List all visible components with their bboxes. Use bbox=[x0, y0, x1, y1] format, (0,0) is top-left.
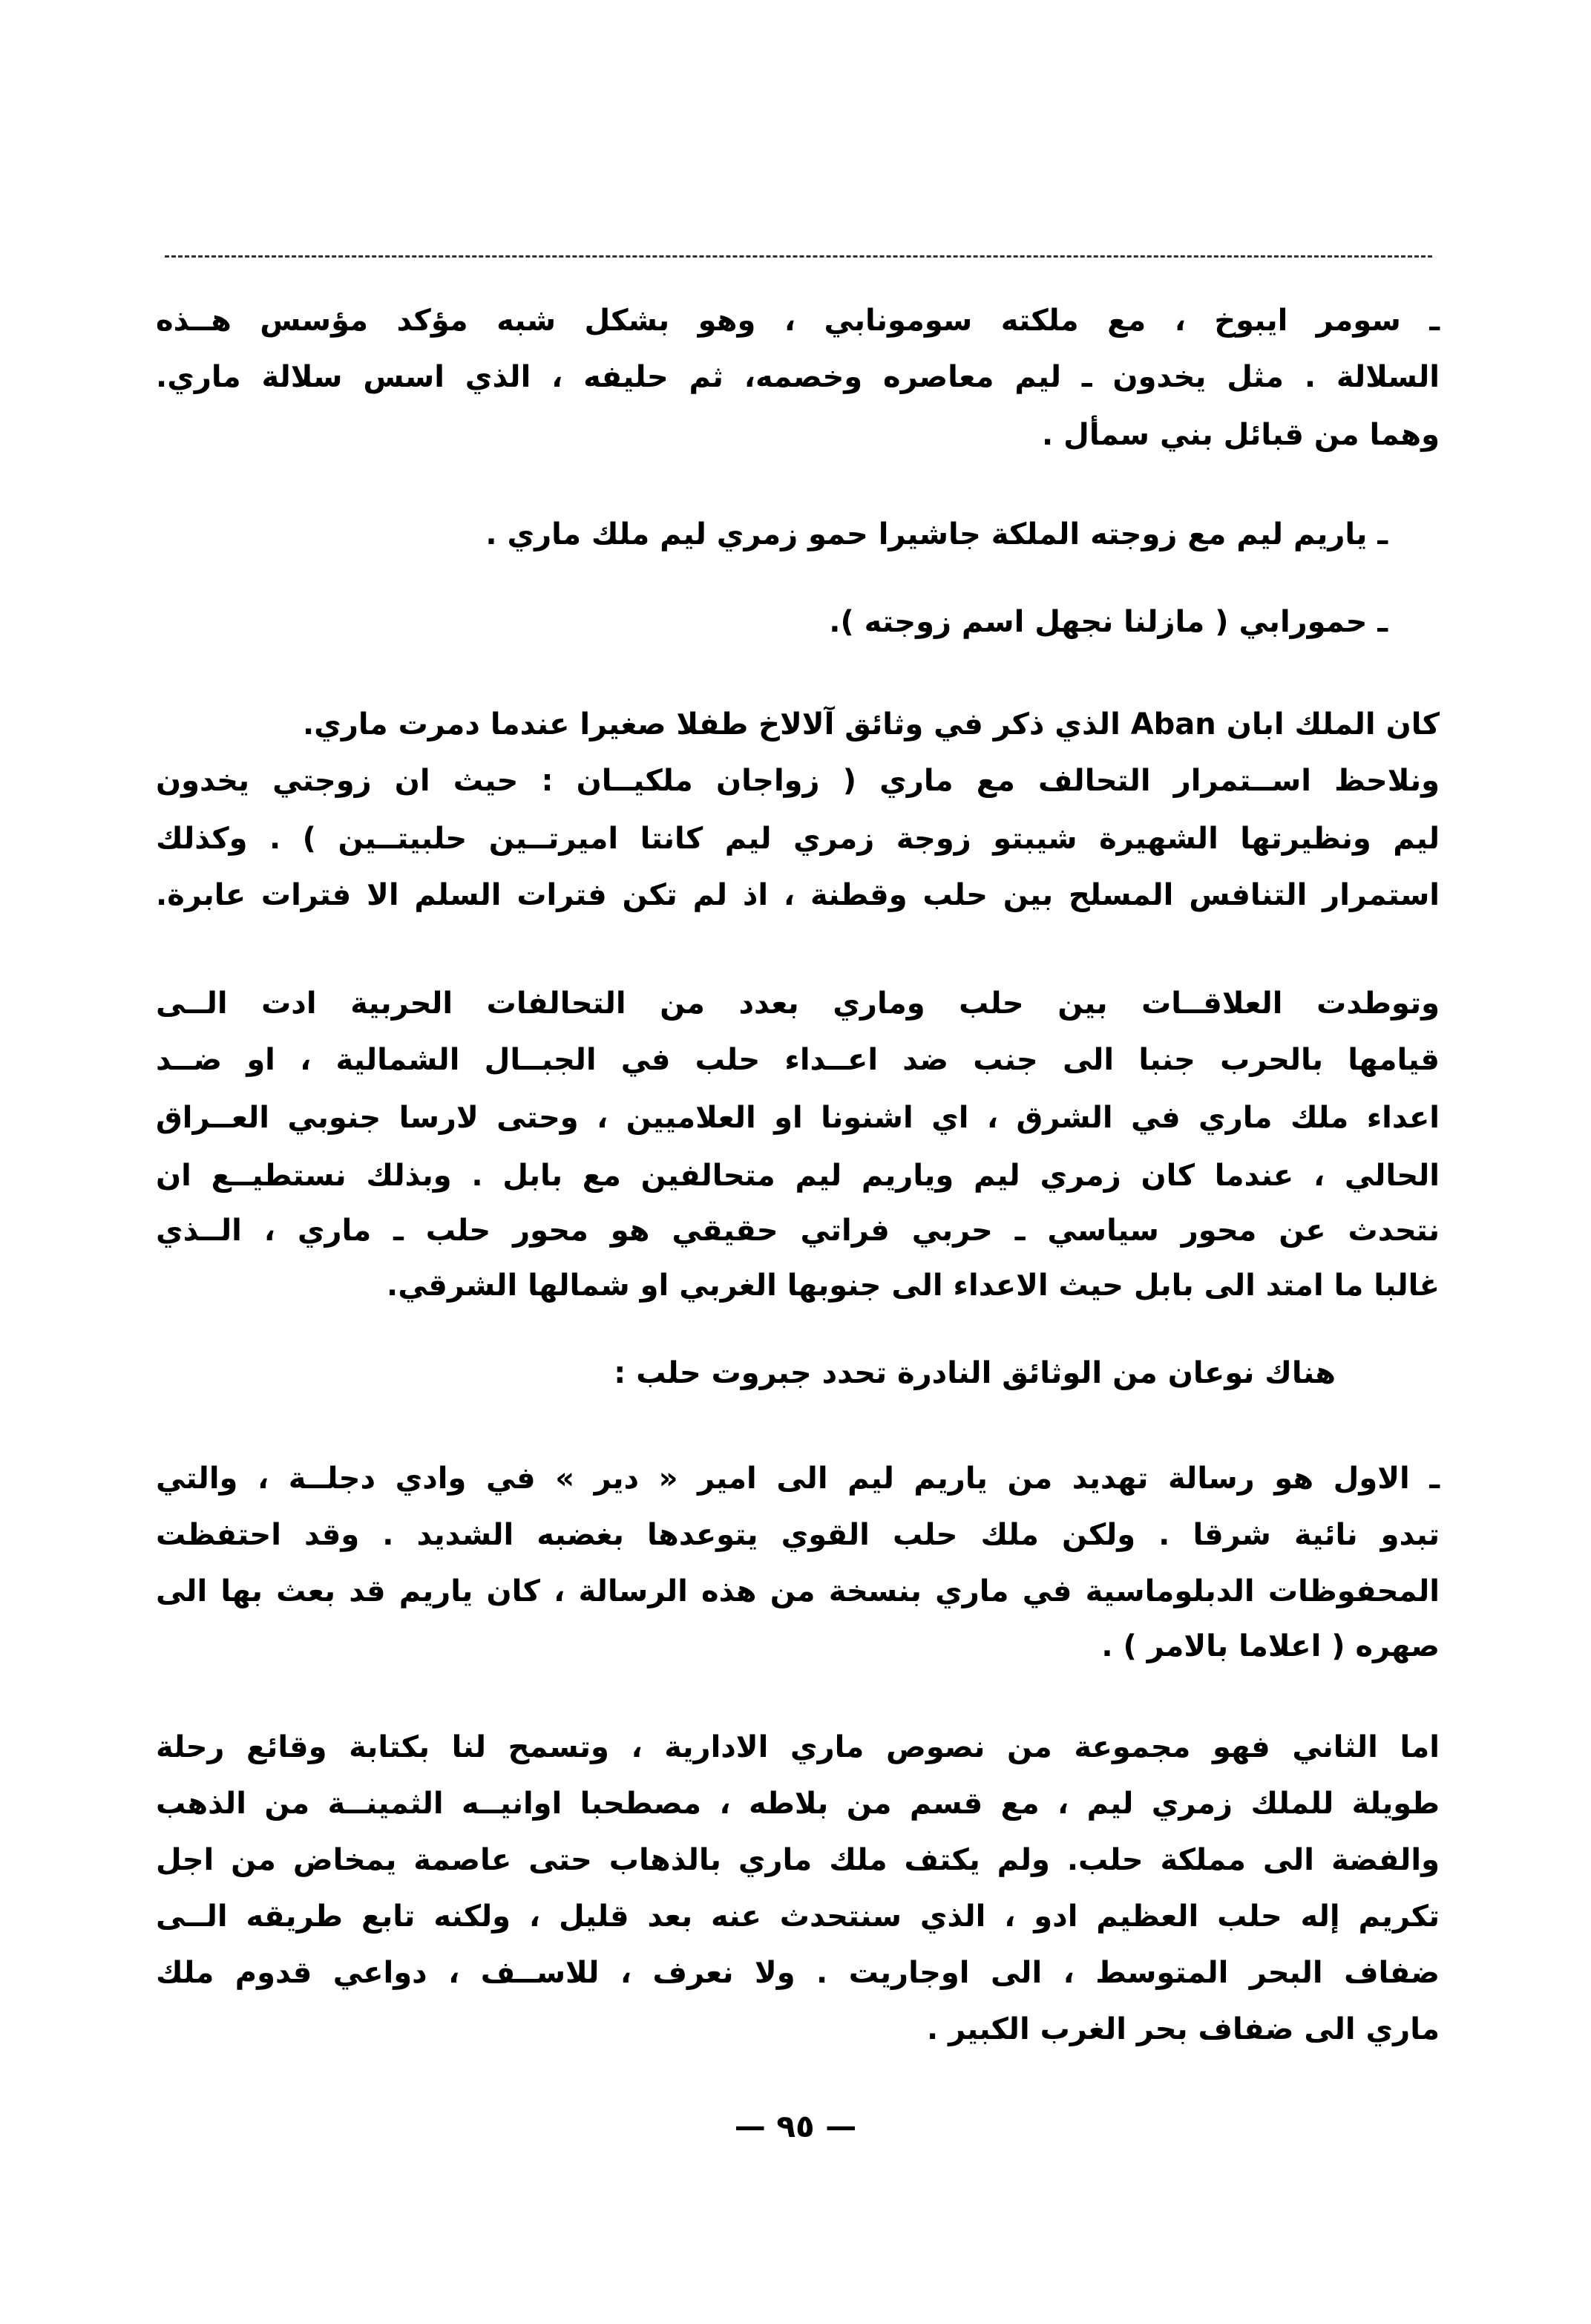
text-line: ـ ياريم ليم مع زوجته الملكة جاشيرا حمو زمري ليم ملك ماري . bbox=[485, 517, 1388, 551]
text-line: قيامها بالحرب جنبا الى جنب ضد اعــداء حلب في الجبــال الشمالية ، او ضــد bbox=[156, 1043, 1440, 1077]
text-line: الحالي ، عندما كان زمري ليم وياريم ليم متحالفين مع بابل . وبذلك نستطيــع ان bbox=[156, 1159, 1440, 1193]
text-line: نتحدث عن محور سياسي ـ حربي فراتي حقيقي هو محور حلب ـ ماري ، الــذي bbox=[156, 1214, 1440, 1248]
text-line: ليم ونظيرتها الشهيرة شيبتو زوجة زمري ليم كانتا اميرتــين حلبيتــين ) . وكذلك bbox=[156, 822, 1440, 856]
text-line: تكريم إله حلب العظيم ادو ، الذي سنتحدث عنه بعد قليل ، ولكنه تابع طريقه الــى bbox=[156, 1899, 1440, 1934]
text-line: هناك نوعان من الوثائق النادرة تحدد جبروت حلب : bbox=[614, 1356, 1336, 1390]
text-line: ـ سومر ايبوخ ، مع ملكته سومونابي ، وهو بشكل شبه مؤكد مؤسس هــذه bbox=[156, 304, 1440, 338]
header-rule bbox=[165, 255, 1432, 258]
text-line: تبدو نائية شرقا . ولكن ملك حلب القوي يتوعدها بغضبه الشديد . وقد احتفظت bbox=[156, 1518, 1440, 1552]
text-line: السلالة . مثل يخدون ـ ليم معاصره وخصمه، ثم حليفه ، الذي اسس سلالة ماري. bbox=[156, 360, 1440, 394]
text-line: والفضة الى مملكة حلب. ولم يكتف ملك ماري بالذهاب حتى عاصمة يمخاض من اجل bbox=[156, 1843, 1440, 1877]
page-number: — ٩٥ — bbox=[734, 2108, 857, 2144]
text-line: اعداء ملك ماري في الشرق ، اي اشنونا او العلاميين ، وحتى لارسا جنوبي العــراق bbox=[156, 1101, 1440, 1135]
text-line: ـ الاول هو رسالة تهديد من ياريم ليم الى امير « دير » في وادي دجلــة ، والتي bbox=[156, 1461, 1440, 1496]
text-line: ضفاف البحر المتوسط ، الى اوجاريت . ولا نعرف ، للاســف ، دواعي قدوم ملك bbox=[156, 1956, 1440, 1990]
text-line: ـ حمورابي ( مازلنا نجهل اسم زوجته ). bbox=[829, 605, 1388, 639]
text-line: اما الثاني فهو مجموعة من نصوص ماري الادارية ، وتسمح لنا بكتابة وقائع رحلة bbox=[156, 1730, 1440, 1764]
text-line: استمرار التنافس المسلح بين حلب وقطنة ، اذ لم تكن فترات السلم الا فترات عابرة. bbox=[156, 878, 1440, 912]
text-line: كان الملك ابان Aban الذي ذكر في وثائق آلالاخ طفلا صغيرا عندما دمرت ماري. bbox=[302, 707, 1440, 742]
text-line: المحفوظات الدبلوماسية في ماري بنسخة من هذه الرسالة ، كان ياريم قد بعث بها الى bbox=[156, 1574, 1440, 1608]
text-line: وتوطدت العلاقــات بين حلب وماري بعدد من التحالفات الحربية ادت الــى bbox=[156, 986, 1440, 1021]
text-line: ماري الى ضفاف بحر الغرب الكبير . bbox=[927, 2012, 1440, 2046]
text-line: غالبا ما امتد الى بابل حيث الاعداء الى جنوبها الغربي او شمالها الشرقي. bbox=[387, 1269, 1440, 1303]
text-line: صهره ( اعلاما بالامر ) . bbox=[1101, 1629, 1440, 1663]
text-line: طويلة للملك زمري ليم ، مع قسم من بلاطه ، مصطحبا اوانيــه الثمينــة من الذهب bbox=[156, 1787, 1440, 1821]
text-line: وهما من قبائل بني سمأل . bbox=[1042, 418, 1440, 452]
text-line: ونلاحظ اســتمرار التحالف مع ماري ( زواجان ملكيــان : حيث ان زوجتي يخدون bbox=[156, 764, 1440, 798]
